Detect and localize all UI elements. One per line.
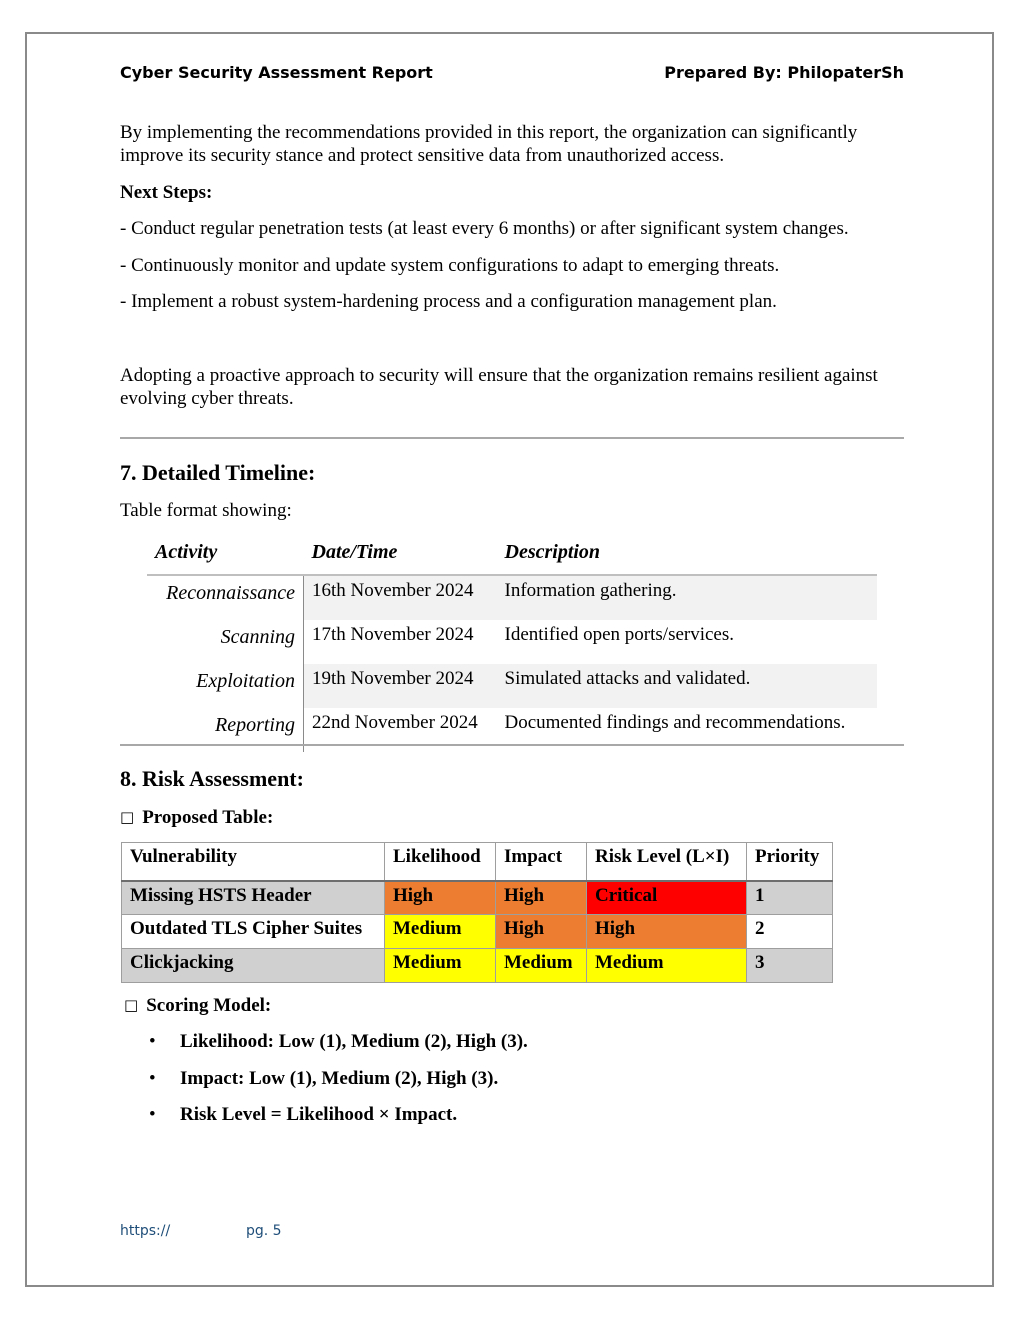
date-cell: 19th November 2024 bbox=[304, 664, 497, 708]
activity-cell: Exploitation bbox=[147, 664, 304, 708]
list-item-text: Likelihood: Low (1), Medium (2), High (3). bbox=[180, 1031, 528, 1052]
footer-page-number: pg. 5 bbox=[246, 1223, 282, 1239]
section-divider bbox=[120, 744, 904, 746]
scoring-list bbox=[120, 1030, 528, 1140]
timeline-subheading: Table format showing: bbox=[120, 500, 292, 521]
description-cell: Documented findings and recommendations. bbox=[504, 712, 846, 733]
step-item: - Implement a robust system-hardening process and a configuration management plan. bbox=[120, 291, 777, 312]
risk-header-row bbox=[122, 843, 833, 881]
risk-table bbox=[121, 842, 833, 983]
vulnerability-cell: Outdated TLS Cipher Suites bbox=[122, 915, 385, 949]
table-row bbox=[122, 949, 833, 983]
description-cell: Simulated attacks and validated. bbox=[497, 664, 878, 708]
activity-cell: Reporting bbox=[147, 708, 304, 752]
table-row bbox=[122, 915, 833, 949]
column-header: Risk Level (L×I) bbox=[587, 843, 747, 881]
impact-cell: High bbox=[496, 881, 587, 915]
likelihood-cell: Medium bbox=[385, 915, 496, 949]
column-header: Likelihood bbox=[385, 843, 496, 881]
vulnerability-cell: Clickjacking bbox=[122, 949, 385, 983]
closing-paragraph: Adopting a proactive approach to security will ensure that the organization remains resilient against evolving cyber threats. bbox=[120, 365, 878, 409]
likelihood-cell: Medium bbox=[385, 949, 496, 983]
proposed-table-label bbox=[120, 806, 910, 829]
step-item: - Conduct regular penetration tests (at least every 6 months) or after significant system changes. bbox=[120, 218, 849, 239]
activity-cell: Reconnaissance bbox=[147, 575, 304, 620]
activity-cell: Scanning bbox=[147, 620, 304, 664]
column-header: Date/Time bbox=[311, 540, 398, 563]
priority-cell: 2 bbox=[747, 915, 833, 949]
risk-level-cell: Critical bbox=[587, 881, 747, 915]
report-title: Cyber Security Assessment Report bbox=[120, 63, 433, 82]
date-cell: 22nd November 2024 bbox=[312, 712, 478, 733]
next-steps-label: Next Steps: bbox=[120, 182, 213, 203]
column-header: Vulnerability bbox=[122, 843, 385, 881]
table-row bbox=[122, 881, 833, 915]
list-item bbox=[120, 1067, 528, 1104]
checkbox-glyph-icon: □ bbox=[120, 808, 135, 826]
bullet-icon: • bbox=[149, 1031, 156, 1052]
checkbox-glyph-icon: □ bbox=[124, 996, 139, 1014]
impact-cell: High bbox=[496, 915, 587, 949]
date-cell: 16th November 2024 bbox=[304, 575, 497, 620]
column-header: Description bbox=[504, 540, 601, 563]
footer-url[interactable]: https:// bbox=[120, 1223, 171, 1239]
bullet-icon: • bbox=[149, 1067, 156, 1089]
likelihood-cell: High bbox=[385, 881, 496, 915]
timeline-header-row bbox=[147, 530, 877, 575]
vulnerability-cell: Missing HSTS Header bbox=[122, 881, 385, 915]
table-row bbox=[147, 575, 877, 620]
priority-cell: 1 bbox=[747, 881, 833, 915]
bullet-icon: • bbox=[149, 1104, 156, 1125]
column-header: Activity bbox=[155, 540, 218, 563]
section-divider bbox=[120, 437, 904, 439]
scoring-model-label bbox=[124, 994, 914, 1017]
timeline-heading: 7. Detailed Timeline: bbox=[120, 460, 316, 485]
impact-cell: Medium bbox=[496, 949, 587, 983]
risk-level-cell: Medium bbox=[587, 949, 747, 983]
table-row bbox=[147, 620, 877, 664]
timeline-table bbox=[147, 530, 877, 752]
list-item-text: Risk Level = Likelihood × Impact. bbox=[180, 1104, 458, 1125]
column-header: Impact bbox=[496, 843, 587, 881]
description-cell: Identified open ports/services. bbox=[504, 624, 735, 645]
prepared-by: Prepared By: PhilopaterSh bbox=[664, 63, 904, 82]
scoring-label-text: Scoring Model: bbox=[146, 995, 272, 1016]
risk-level-cell: High bbox=[587, 915, 747, 949]
column-header: Priority bbox=[747, 843, 833, 881]
list-item bbox=[120, 1103, 528, 1140]
proposed-label-text: Proposed Table: bbox=[142, 807, 274, 828]
risk-heading: 8. Risk Assessment: bbox=[120, 766, 304, 791]
list-item-text: Impact: Low (1), Medium (2), High (3). bbox=[180, 1067, 499, 1089]
step-item: - Continuously monitor and update system configurations to adapt to emerging threats. bbox=[120, 255, 780, 276]
priority-cell: 3 bbox=[747, 949, 833, 983]
intro-paragraph: By implementing the recommendations provided in this report, the organization can significantly improve its security stance and protect sensitive data from unauthorized access. bbox=[120, 122, 858, 166]
date-cell: 17th November 2024 bbox=[312, 624, 474, 645]
description-cell: Information gathering. bbox=[497, 575, 878, 620]
table-row bbox=[147, 664, 877, 708]
list-item bbox=[120, 1030, 528, 1067]
